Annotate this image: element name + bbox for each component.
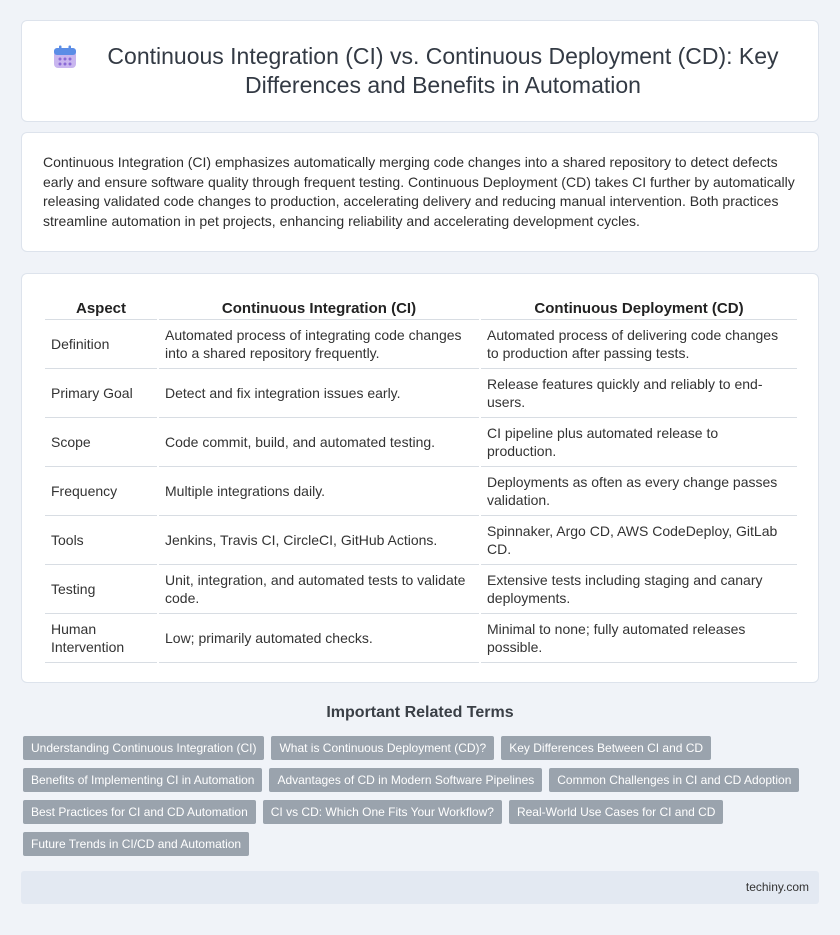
calendar-icon [52, 44, 78, 70]
table-row [45, 320, 797, 369]
related-terms-heading: Important Related Terms [326, 704, 514, 721]
table-row [45, 418, 797, 467]
cd-cell: CI pipeline plus automated release to production. [481, 418, 797, 467]
ci-cell: Jenkins, Travis CI, CircleCI, GitHub Actions. [159, 516, 479, 565]
table-row [45, 614, 797, 663]
ci-cell: Detect and fix integration issues early. [159, 369, 479, 418]
cd-cell: Spinnaker, Argo CD, AWS CodeDeploy, GitLab CD. [481, 516, 797, 565]
related-term-link[interactable]: What is Continuous Deployment (CD)? [271, 736, 494, 760]
related-term-link[interactable]: Understanding Continuous Integration (CI) [23, 736, 264, 760]
comparison-table [43, 294, 799, 663]
cd-cell: Release features quickly and reliably to end-users. [481, 369, 797, 418]
ci-cell: Multiple integrations daily. [159, 467, 479, 516]
ci-cell: Code commit, build, and automated testing. [159, 418, 479, 467]
comparison-card [21, 273, 819, 683]
cd-cell: Minimal to none; fully automated releases possible. [481, 614, 797, 663]
table-row [45, 516, 797, 565]
aspect-cell: Testing [45, 565, 157, 614]
related-term-link[interactable]: CI vs CD: Which One Fits Your Workflow? [263, 800, 502, 824]
related-term-link[interactable]: Future Trends in CI/CD and Automation [23, 832, 249, 856]
aspect-cell: Definition [45, 320, 157, 369]
table-row [45, 467, 797, 516]
related-term-link[interactable]: Key Differences Between CI and CD [501, 736, 711, 760]
intro-card [21, 132, 819, 252]
related-terms-list [23, 736, 813, 856]
table-header-row [45, 294, 797, 320]
intro-paragraph: Continuous Integration (CI) emphasizes automatically merging code changes into a shared repository to detect defects early and ensure software quality through frequent testing. Continuous Deployment (CD) takes CI further by automatically releasing validated code changes to production, accelerating delivery and reducing manual intervention. Both practices streamline automation in pet projects, enhancing reliability and accelerating development cycles. [43, 154, 795, 229]
column-header-cd: Continuous Deployment (CD) [481, 294, 797, 320]
footer [21, 871, 819, 904]
cd-cell: Deployments as often as every change passes validation. [481, 467, 797, 516]
aspect-cell: Tools [45, 516, 157, 565]
table-row [45, 369, 797, 418]
aspect-cell: Scope [45, 418, 157, 467]
column-header-aspect: Aspect [45, 294, 157, 320]
ci-cell: Unit, integration, and automated tests to validate code. [159, 565, 479, 614]
header-card [21, 20, 819, 122]
page-title: Continuous Integration (CI) vs. Continuous Deployment (CD): Key Differences and Benefits in Automation [107, 43, 779, 98]
related-term-link[interactable]: Common Challenges in CI and CD Adoption [549, 768, 799, 792]
aspect-cell: Human Intervention [45, 614, 157, 663]
ci-cell: Low; primarily automated checks. [159, 614, 479, 663]
related-term-link[interactable]: Benefits of Implementing CI in Automation [23, 768, 262, 792]
aspect-cell: Primary Goal [45, 369, 157, 418]
related-term-link[interactable]: Best Practices for CI and CD Automation [23, 800, 256, 824]
aspect-cell: Frequency [45, 467, 157, 516]
column-header-ci: Continuous Integration (CI) [159, 294, 479, 320]
cd-cell: Extensive tests including staging and canary deployments. [481, 565, 797, 614]
cd-cell: Automated process of delivering code changes to production after passing tests. [481, 320, 797, 369]
related-term-link[interactable]: Advantages of CD in Modern Software Pipelines [269, 768, 542, 792]
table-row [45, 565, 797, 614]
footer-site-link[interactable]: techiny.com [745, 880, 809, 894]
related-term-link[interactable]: Real-World Use Cases for CI and CD [509, 800, 724, 824]
ci-cell: Automated process of integrating code changes into a shared repository frequently. [159, 320, 479, 369]
